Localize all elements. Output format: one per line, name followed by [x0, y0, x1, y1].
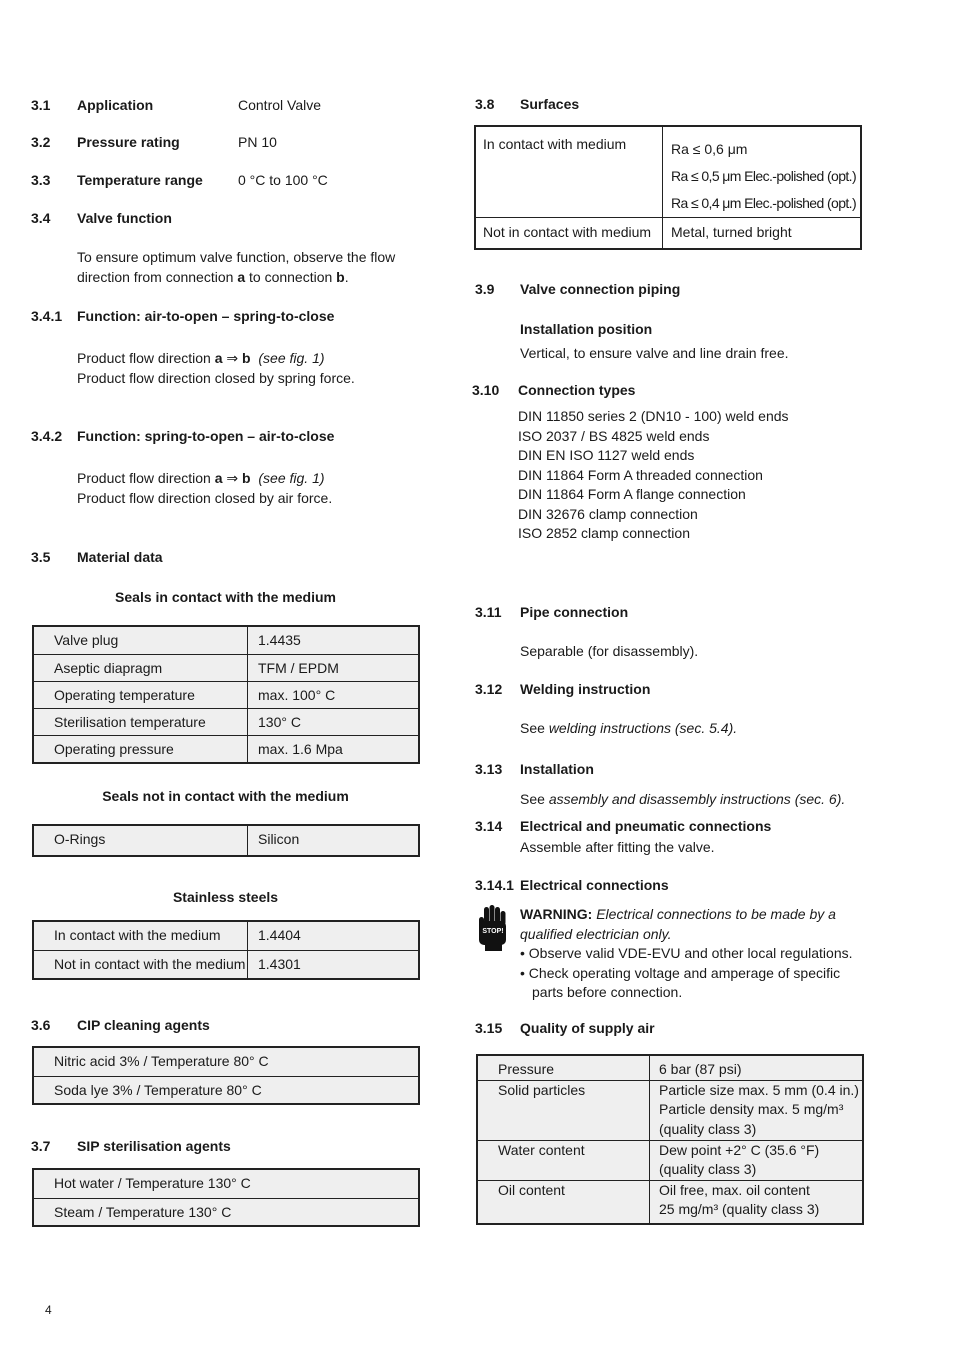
table-cell: Not in contact with the medium	[54, 955, 246, 972]
table-cell: 1.4301	[258, 955, 301, 972]
table-cell: In contact with medium	[483, 136, 627, 152]
stop-hand-icon: STOP!	[476, 905, 510, 951]
table-cell: Ra ≤ 0,6 μm Ra ≤ 0,5 μm Elec.-polished (opt.) Ra ≤ 0,4 μm Elec.-polished (opt.)	[671, 141, 857, 211]
table-cell: In contact with the medium	[54, 927, 221, 943]
section-number: 3.12	[475, 681, 503, 697]
surfaces-table	[474, 125, 862, 250]
list-item: DIN 32676 clamp connection	[518, 505, 698, 522]
section-number: 3.4	[31, 210, 51, 226]
subheading: Installation position	[520, 321, 653, 337]
section-heading: Connection types	[518, 382, 636, 398]
seals-contact-table	[32, 625, 420, 764]
supply-air-table	[476, 1054, 864, 1225]
section-number: 3.15	[475, 1020, 503, 1036]
paragraph: Assemble after fitting the valve.	[520, 839, 715, 855]
paragraph: Product flow direction a ⇒ b (see fig. 1) Product flow direction closed by air force.	[77, 470, 333, 506]
connection-types-list	[518, 407, 789, 544]
table-title: Seals not in contact with the medium	[102, 788, 349, 804]
section-heading: Temperature range	[77, 172, 203, 188]
table-cell: 1.4435	[258, 632, 301, 648]
section-heading: Welding instruction	[520, 681, 651, 697]
spec-value: 0 °C to 100 °C	[238, 172, 328, 188]
table-cell: O-Rings	[54, 831, 106, 847]
page-number: 4	[45, 1303, 52, 1317]
section-number: 3.6	[31, 1017, 51, 1033]
section-number: 3.1	[31, 97, 51, 113]
section-heading: Material data	[77, 549, 163, 565]
paragraph: See welding instructions (sec. 5.4).	[520, 720, 738, 736]
list-item: DIN EN ISO 1127 weld ends	[518, 447, 695, 463]
table-cell: Aseptic diapragm	[54, 659, 163, 676]
warning-text: WARNING: Electrical connections to be made by a qualified electrician only. • Observe valid VDE-EVU and other local regulations. • Check operating voltage and amperage of specific parts before connection.	[520, 906, 853, 1000]
table-cell: 6 bar (87 psi)	[659, 1061, 742, 1077]
paragraph: See assembly and disassembly instructions (sec. 6).	[520, 791, 846, 807]
table-cell: Valve plug	[54, 632, 119, 648]
spec-value: Control Valve	[238, 97, 322, 113]
table-cell: Steam / Temperature 130° C	[54, 1203, 232, 1220]
section-number: 3.8	[475, 96, 495, 112]
section-heading: Function: air-to-open – spring-to-close	[77, 308, 335, 324]
section-heading: Valve connection piping	[520, 281, 681, 297]
list-item: ISO 2852 clamp connection	[518, 525, 690, 541]
section-number: 3.3	[31, 172, 51, 188]
table-cell: Operating pressure	[54, 740, 174, 757]
section-heading: Surfaces	[520, 96, 580, 112]
section-heading: Valve function	[77, 210, 172, 226]
section-heading: SIP sterilisation agents	[77, 1138, 231, 1154]
steels-table	[32, 920, 420, 980]
paragraph: Separable (for disassembly).	[520, 643, 699, 659]
paragraph: Product flow direction a ⇒ b (see fig. 1) Product flow direction closed by spring force.	[77, 350, 355, 386]
list-item: DIN 11850 series 2 (DN10 - 100) weld ends	[518, 408, 789, 424]
table-cell: max. 100° C	[258, 686, 336, 703]
table-cell: 1.4404	[258, 927, 301, 943]
section-heading: Electrical and pneumatic connections	[520, 818, 772, 834]
seals-noncontact-table	[32, 824, 420, 857]
paragraph: Vertical, to ensure valve and line drain free.	[520, 345, 789, 361]
table-cell: Hot water / Temperature 130° C	[54, 1175, 251, 1191]
sip-table	[32, 1168, 420, 1227]
section-number: 3.14.1	[475, 877, 514, 893]
section-heading: Installation	[520, 761, 594, 777]
section-heading: Electrical connections	[520, 877, 669, 893]
section-number: 3.9	[475, 281, 495, 297]
section-heading: Application	[77, 97, 154, 113]
section-number: 3.10	[472, 382, 500, 398]
table-cell: Oil free, max. oil content 25 mg/m³ (quality class 3)	[659, 1181, 820, 1217]
section-number: 3.11	[475, 604, 502, 620]
table-cell: Particle size max. 5 mm (0.4 in.) Particle density max. 5 mg/m³ (quality class 3)	[659, 1081, 859, 1137]
table-cell: TFM / EPDM	[258, 659, 339, 676]
table-cell: Nitric acid 3% / Temperature 80° C	[54, 1053, 269, 1069]
section-heading: Function: spring-to-open – air-to-close	[77, 428, 335, 444]
table-cell: Water content	[498, 1141, 585, 1158]
table-title: Seals in contact with the medium	[115, 589, 336, 605]
section-heading: Pressure rating	[77, 134, 180, 150]
table-cell: Sterilisation temperature	[54, 713, 206, 730]
table-cell: Solid particles	[498, 1081, 586, 1098]
table-cell: Pressure	[498, 1061, 555, 1077]
list-item: DIN 11864 Form A threaded connection	[518, 466, 763, 483]
list-item: DIN 11864 Form A flange connection	[518, 486, 746, 502]
table-cell: Operating temperature	[54, 686, 195, 703]
table-cell: Not in contact with medium	[483, 224, 652, 240]
table-cell: Oil content	[498, 1181, 565, 1198]
section-number: 3.5	[31, 549, 51, 565]
section-number: 3.7	[31, 1138, 51, 1154]
section-heading: Quality of supply air	[520, 1020, 655, 1036]
table-cell: Soda lye 3% / Temperature 80° C	[54, 1081, 262, 1098]
paragraph: To ensure optimum valve function, observe the flow direction from connection a to connection b.	[77, 249, 396, 285]
section-number: 3.13	[475, 761, 503, 777]
table-cell: max. 1.6 Mpa	[258, 740, 343, 757]
table-cell: 130° C	[258, 713, 301, 730]
table-title: Stainless steels	[172, 889, 279, 905]
table-cell: Dew point +2° C (35.6 °F) (quality class 3)	[659, 1141, 820, 1177]
table-cell: Metal, turned bright	[671, 224, 792, 240]
section-heading: CIP cleaning agents	[77, 1017, 210, 1033]
section-heading: Pipe connection	[520, 604, 629, 620]
table-cell: Silicon	[258, 831, 300, 847]
list-item: ISO 2037 / BS 4825 weld ends	[518, 427, 710, 444]
section-number: 3.4.1	[31, 308, 63, 324]
section-number: 3.14	[475, 818, 503, 834]
section-number: 3.4.2	[31, 428, 63, 444]
spec-value: PN 10	[238, 134, 277, 150]
section-number: 3.2	[31, 134, 51, 150]
cip-table	[32, 1046, 420, 1105]
